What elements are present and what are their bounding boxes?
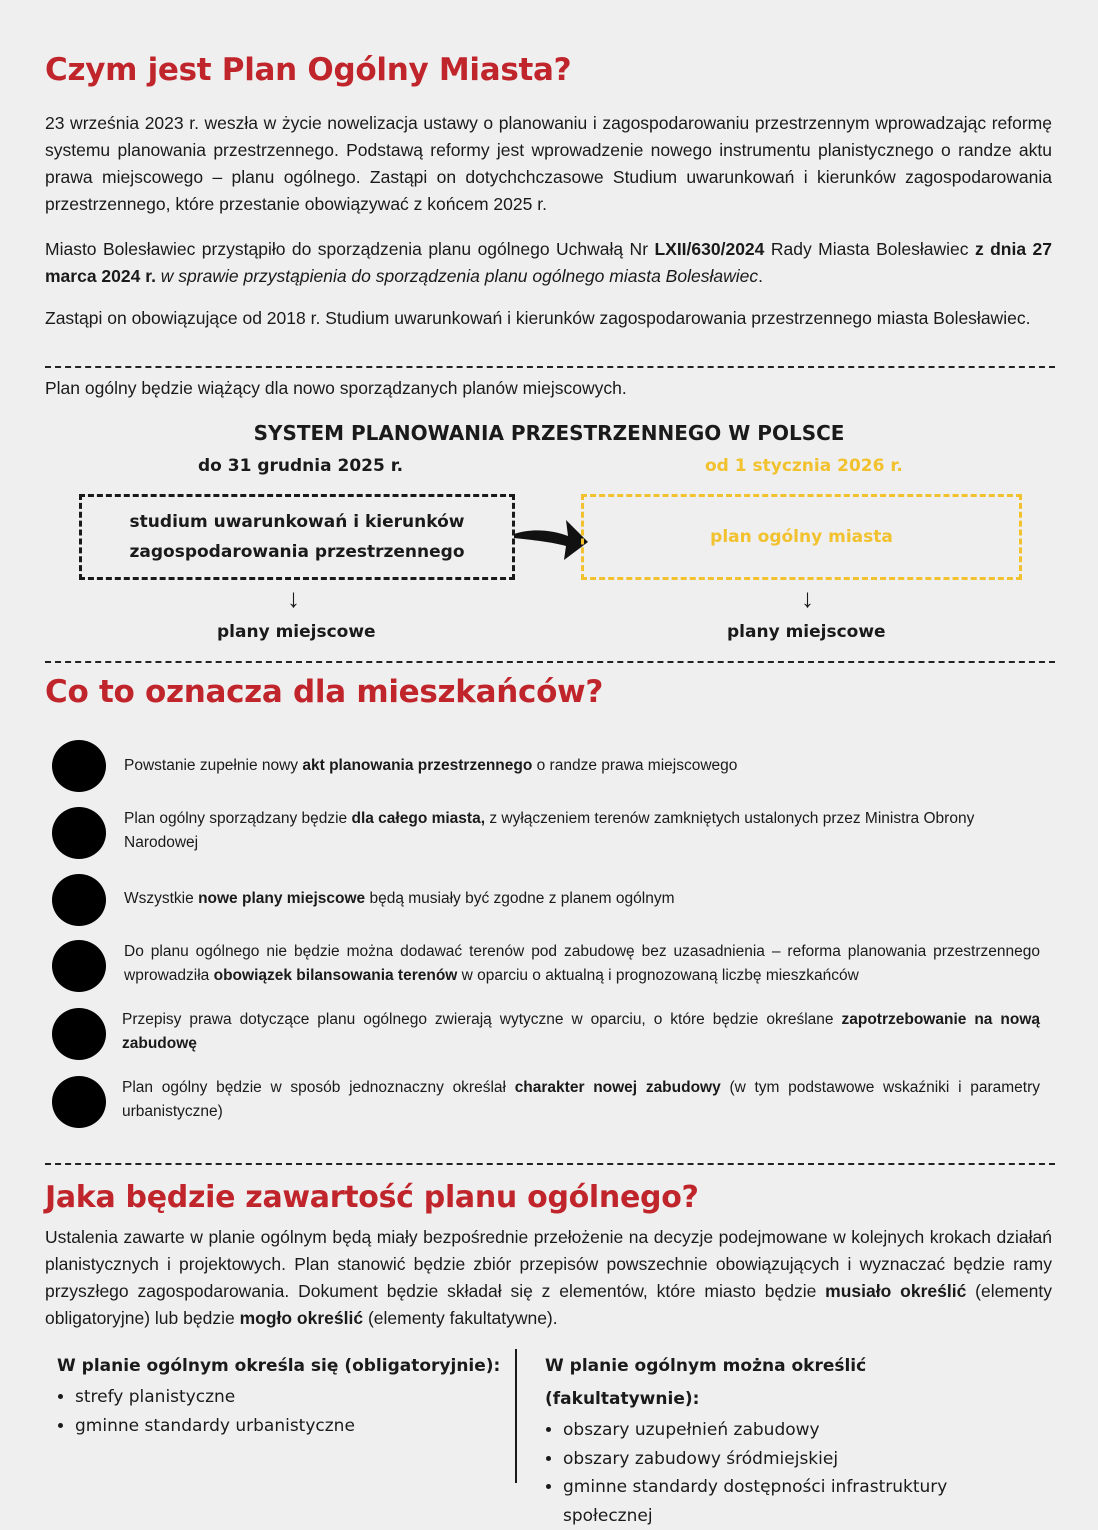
resolution-text-3: . [758,266,763,286]
bullet-dot-icon [52,1008,106,1060]
resolution-date: z dnia 27 marca 2024 r. [45,239,1052,286]
list-item: • strefy planistyczne [75,1383,502,1412]
section-title-residents: Co to oznacza dla mieszkańców? [45,674,604,710]
bullet-dot-icon [52,1076,106,1128]
mandatory-heading: W planie ogólnym określa się (obligatoryjnie): [57,1356,501,1376]
list-item: • gminne standardy urbanistyczne [75,1412,502,1441]
section-title-contents: Jaka będzie zawartość planu ogólnego? [45,1180,699,1215]
column-divider [515,1349,517,1483]
intro-paragraph: 23 września 2023 r. weszła w życie nowelizacja ustawy o planowaniu i zagospodarowaniu przestrzennym wprowadzając reformę systemu planowania przestrzennego. Podstawą reformy jest wprowadzenie nowego instrumentu planistycznego o randze aktu prawa miejscowego – planu ogólnego. Zastąpi on dotychchczasowe Studium uwarunkowań i kierunków zagospodarowania przestrzennego, które przestanie obowiązywać z końcem 2025 r. [45,113,1052,214]
optional-list [545,1350,1015,1530]
list-item-text: Wszystkie nowe plany miejscowe będą musiały być zgodne z planem ogólnym [124,890,675,907]
new-period-label: od 1 stycznia 2026 r. [705,456,903,476]
mandatory-list [57,1350,502,1440]
old-period-label: do 31 grudnia 2025 r. [198,456,404,476]
list-item: • gminne standardy dostępności infrastruktury społecznej [563,1473,1015,1530]
resolution-subject: w sprawie przystąpienia do sporządzenia planu ogólnego miasta Bolesławiec [155,266,759,286]
study-box [79,494,515,580]
list-item-text: Powstanie zupełnie nowy akt planowania przestrzennego o randze prawa miejscowego [124,757,738,774]
diagram-title: SYSTEM PLANOWANIA PRZESTRZENNEGO W POLSCE [253,421,845,445]
resolution-paragraph [45,236,1052,290]
list-item-text: Plan ogólny będzie w sposób jednoznaczny określał charakter nowej zabudowy (w tym podstawowe wskaźniki i parametry urbanistyczne) [122,1079,1040,1120]
resolution-number: LXII/630/2024 [654,239,765,259]
list-item-text: Plan ogólny sporządzany będzie dla całego miasta, z wyłączeniem terenów zamkniętych ustalonych przez Ministra Obrony Narodowej [124,810,975,851]
section-title-plan: Czym jest Plan Ogólny Miasta? [45,52,572,88]
transition-arrow-icon [512,514,590,562]
old-local-plans-label: plany miejscowe [217,622,376,642]
study-box-line2: zagospodarowania przestrzennego [129,542,465,562]
contents-paragraph: Ustalenia zawarte w planie ogólnym będą miały bezpośrednie przełożenie na decyzje podejmowane w kolejnych krokach działań planistycznych i projektowych. Plan stanowić będzie zbiór przepisów powszechnie obowiązujących i wyznaczać będzie ramy przyszłego zagospodarowania. Dokument będzie składał się z elementów, które miasto będzie musiało określić (elementy obligatoryjne) lub będzie mogło określić (elementy fakultatywne). [45,1227,1052,1328]
resolution-text-1: Miasto Bolesławiec przystąpiło do sporządzenia planu ogólnego Uchwałą Nr [45,239,655,259]
list-item-text: Przepisy prawa dotyczące planu ogólnego zwierają wytyczne w oparciu, o które będzie określane zapotrzebowanie na nową zabudowę [122,1011,1040,1052]
general-plan-box-label: plan ogólny miasta [710,527,893,547]
replacement-paragraph: Zastąpi on obowiązujące od 2018 r. Studium uwarunkowań i kierunków zagospodarowania przestrzennego miasta Bolesławiec. [45,308,1031,328]
new-local-plans-label: plany miejscowe [727,622,886,642]
section-divider [45,366,1055,368]
bullet-dot-icon [52,940,106,992]
arrow-down-icon: ↓ [287,583,300,613]
general-plan-box [581,494,1022,580]
study-box-line1: studium uwarunkowań i kierunków [129,512,465,532]
section-divider [45,1163,1055,1165]
optional-heading: W planie ogólnym można określić (fakultatywnie): [545,1356,867,1409]
bullet-dot-icon [52,740,106,792]
bullet-dot-icon [52,807,106,859]
resolution-text-2: Rady Miasta Bolesławiec [764,239,975,259]
section-divider [45,661,1055,663]
arrow-down-icon: ↓ [801,583,814,613]
binding-paragraph: Plan ogólny będzie wiążący dla nowo sporządzanych planów miejscowych. [45,378,627,398]
bullet-dot-icon [52,874,106,926]
list-item-text: Do planu ogólnego nie będzie można dodawać terenów pod zabudowę bez uzasadnienia – reforma planowania przestrzennego wprowadziła obowiązek bilansowania terenów w oparciu o aktualną i prognozowaną liczbę mieszkańców [124,943,1040,984]
list-item: • obszary zabudowy śródmiejskiej [563,1445,1015,1474]
list-item: • obszary uzupełnień zabudowy [563,1416,1015,1445]
